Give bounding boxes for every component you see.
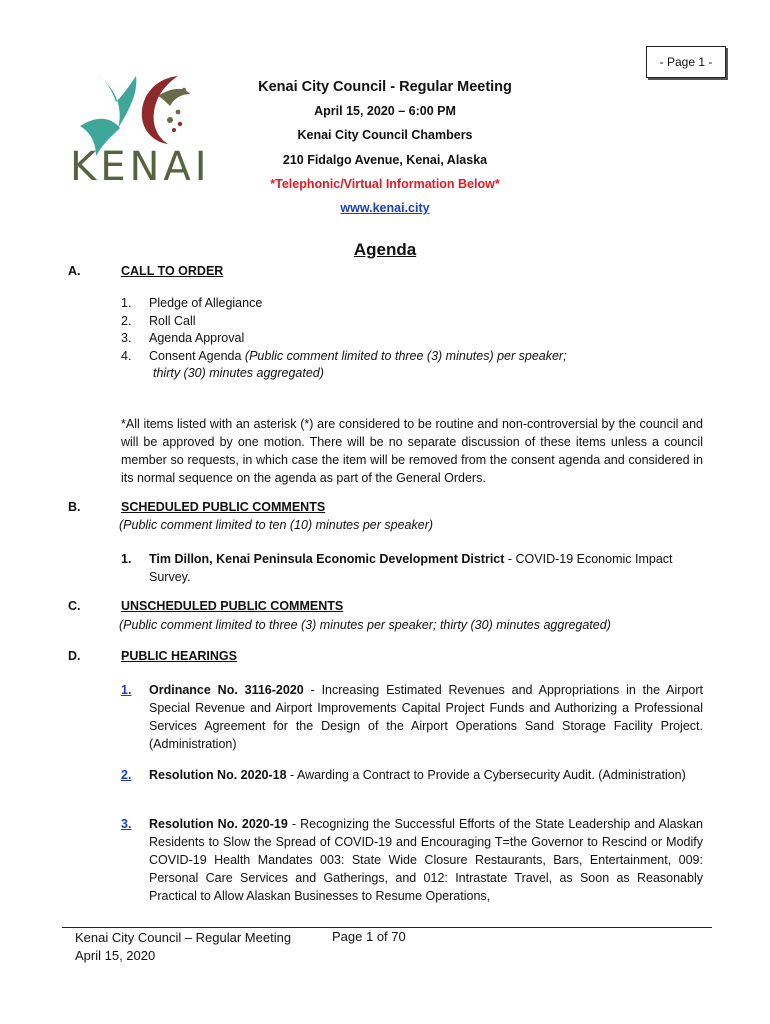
section-b-letter: B. [68,500,81,514]
section-a-list [121,295,567,383]
meeting-date-time: April 15, 2020 – 6:00 PM [314,104,456,118]
item-link[interactable]: 1. [121,683,132,697]
section-d-item-resolution-2020-18: 2. Resolution No. 2020-18 - Awarding a Contract to Provide a Cybersecurity Audit. (Administration) [121,768,686,782]
agenda-title: Agenda [353,240,417,259]
item-link[interactable]: 2. [121,768,132,782]
section-c-note: (Public comment limited to three (3) minutes per speaker; thirty (30) minutes aggregated) [119,618,611,632]
section-b-note: (Public comment limited to ten (10) minutes per speaker) [119,518,434,532]
section-d-letter: D. [68,649,81,663]
footer-divider [62,927,712,928]
meeting-title: Kenai City Council - Regular Meeting [258,79,512,95]
list-item-continuation: thirty (30) minutes aggregated) [153,366,324,380]
meeting-location: Kenai City Council Chambers [297,128,473,142]
list-item: 3. Agenda Approval [121,331,245,345]
list-item: 4. Consent Agenda (Public comment limited to three (3) minutes) per speaker; [121,348,567,363]
footer-meeting-info [75,929,291,965]
telephonic-notice: *Telephonic/Virtual Information Below* [270,177,500,191]
footer-page-number: Page 1 of 70 [332,929,406,944]
section-d-title: PUBLIC HEARINGS [121,649,237,663]
list-item: 1. Pledge of Allegiance [121,296,263,310]
section-c-letter: C. [68,599,81,613]
section-a-letter: A. [68,264,81,278]
page-indicator: - Page 1 - [646,46,726,78]
kenai-wordmark: KENAI [70,144,211,190]
section-d-item-ordinance-3116: 1. Ordinance No. 3116-2020 - Increasing Estimated Revenues and Appropriations in the Airport Special Revenue and Airport Improvements Capital Project Funds and Authorizing a Professional Services Agreement for the Design of the Airport Operations Sand Storage Facility Project. (Administration) [121,683,703,751]
website-link[interactable]: www.kenai.city [340,201,430,215]
section-b-title: SCHEDULED PUBLIC COMMENTS [121,500,326,514]
section-d-item-resolution-2020-19: 3. Resolution No. 2020-19 - Recognizing the Successful Efforts of the State Leadership and Alaskan Residents to Slow the Spread of COVID-19 and Encouraging T=the Governor to Rescind or Modify COVID-19 Health Mandates 003: State Wide Closure Restaurants, Bars, Entertainment, 009: Personal Care Services and Gatherings, and 012: Intrastate Travel, as Soon as Reasonably Practical to Allow Alaskan Businesses to Resume Operations, [121,817,703,903]
list-item: 2. Roll Call [121,313,196,328]
consent-agenda-note: *All items listed with an asterisk (*) are considered to be routine and non-controversial by the council and will be approved by one motion. There will be no separate discussion of these items unless a council member so requests, in which case the item will be removed from the consent agenda and considered in its normal sequence on the agenda as part of the General Orders. [121,417,703,485]
section-b-item: 1. Tim Dillon, Kenai Peninsula Economic Development District - COVID-19 Economic Impact Survey. [121,552,673,584]
section-c-title: UNSCHEDULED PUBLIC COMMENTS [121,599,344,613]
section-a-title: CALL TO ORDER [121,264,224,278]
item-link[interactable]: 3. [121,817,132,831]
footer-line-1: Kenai City Council – Regular Meeting [75,930,292,945]
meeting-address: 210 Fidalgo Avenue, Kenai, Alaska [282,153,488,167]
footer-line-2: April 15, 2020 [75,948,156,963]
